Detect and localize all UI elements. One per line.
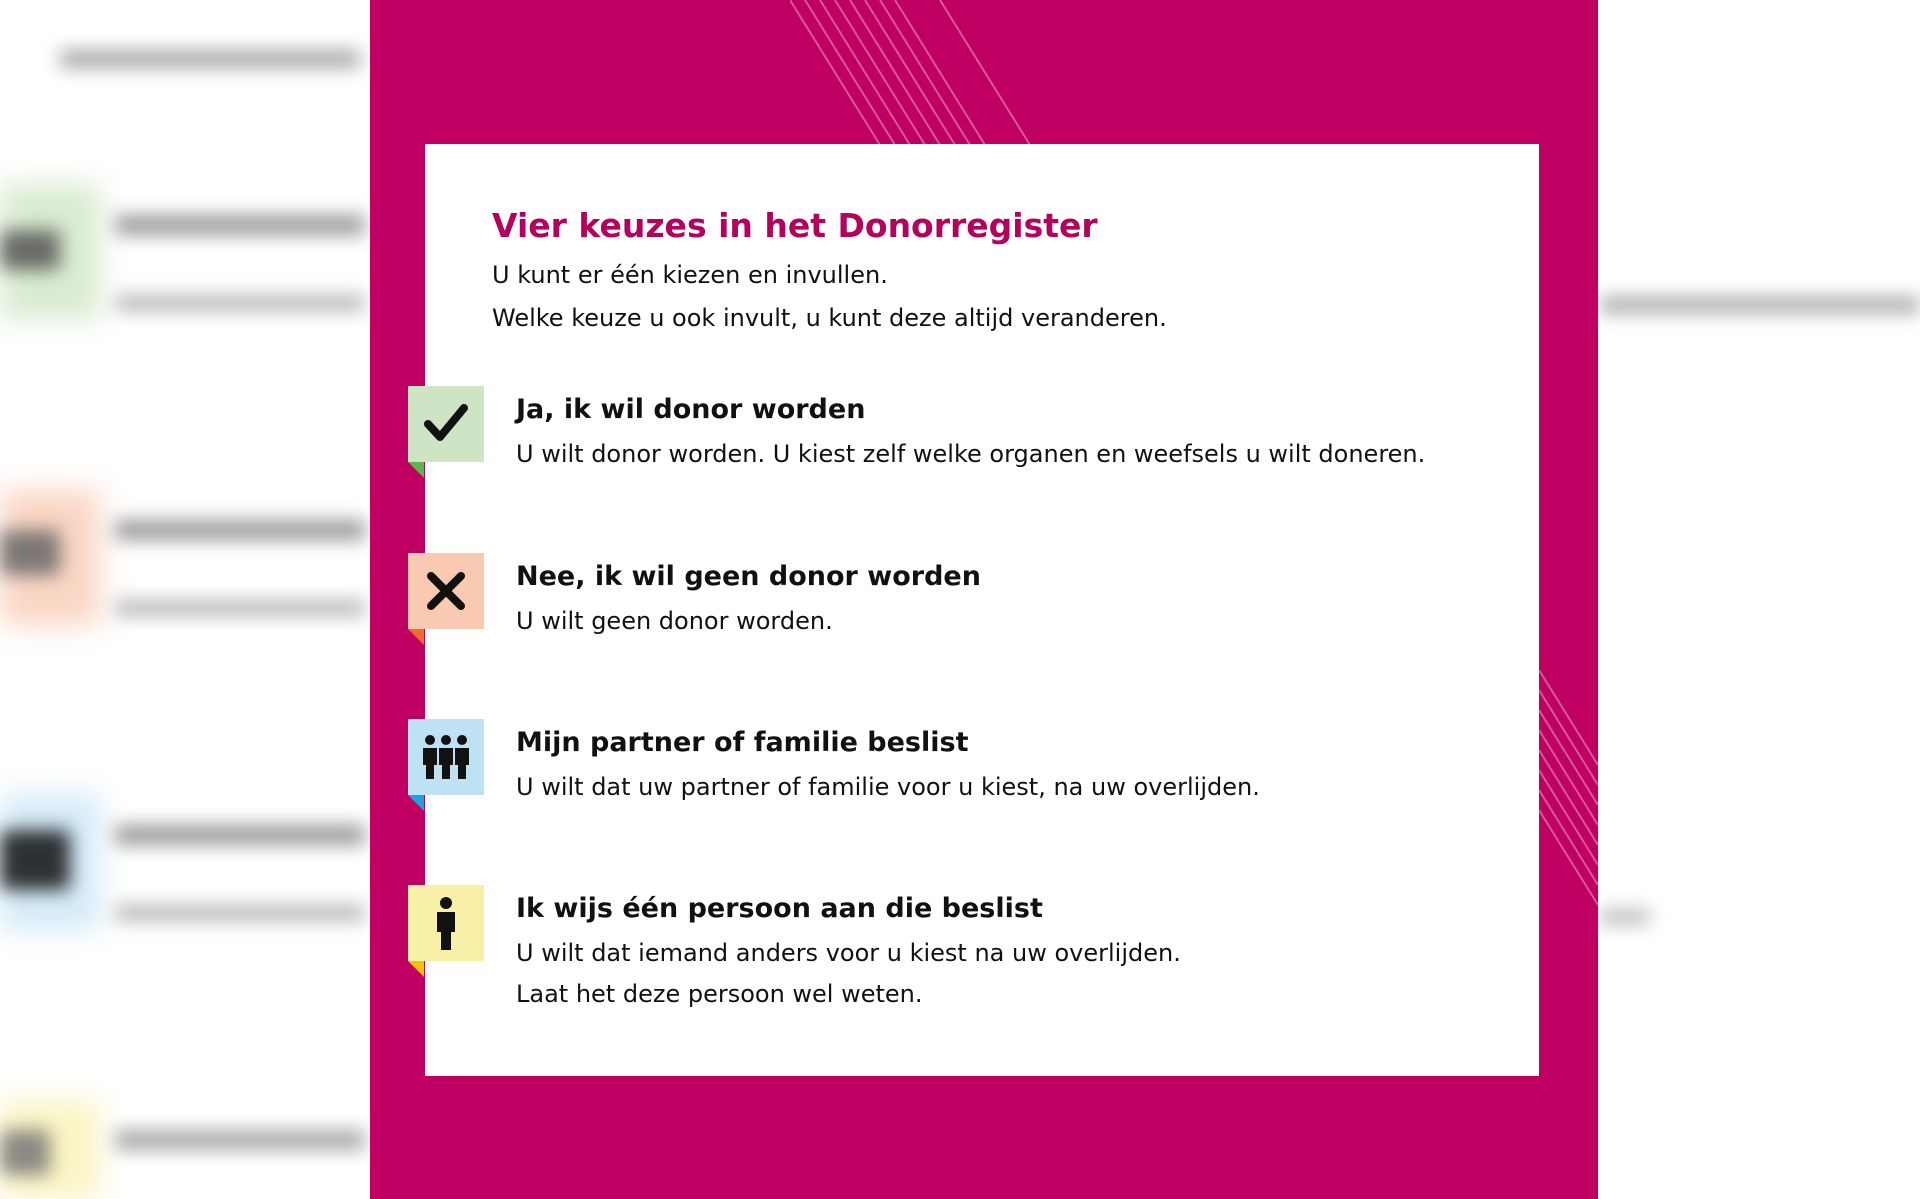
decorative-stripes-right bbox=[1539, 670, 1598, 910]
blurred-text-line bbox=[115, 600, 365, 616]
person-icon bbox=[434, 896, 458, 950]
choice-yes-donor bbox=[425, 386, 1539, 516]
choice-description: U wilt dat uw partner of familie voor u kiest, na uw overlijden. bbox=[516, 773, 1260, 801]
intro-line: U kunt er één kiezen en invullen. bbox=[492, 261, 888, 289]
choice-icon-box bbox=[408, 885, 484, 961]
choices-card bbox=[425, 144, 1539, 1076]
choice-icon-box bbox=[408, 719, 484, 795]
blurred-dark-icon bbox=[0, 830, 70, 890]
blurred-text-line bbox=[1600, 297, 1920, 313]
choice-title: Ik wijs één persoon aan die beslist bbox=[516, 893, 1043, 924]
blurred-dark-icon bbox=[0, 530, 60, 575]
choice-partner-family bbox=[425, 719, 1539, 849]
choice-description: U wilt dat iemand anders voor u kiest na uw overlijden. bbox=[516, 939, 1181, 967]
blurred-text-line bbox=[115, 215, 365, 235]
blurred-text-line bbox=[60, 50, 360, 68]
choice-title: Nee, ik wil geen donor worden bbox=[516, 561, 981, 592]
decorative-stripes-top bbox=[790, 0, 1030, 145]
choice-one-person bbox=[425, 885, 1539, 1015]
blurred-dark-icon bbox=[0, 230, 60, 270]
choice-title: Ja, ik wil donor worden bbox=[516, 394, 866, 425]
blurred-text-line bbox=[115, 905, 365, 921]
blurred-text-line bbox=[115, 295, 365, 311]
choice-icon-box bbox=[408, 386, 484, 462]
choice-description: U wilt geen donor worden. bbox=[516, 607, 833, 635]
blurred-text-line bbox=[115, 1130, 365, 1150]
family-icon bbox=[420, 731, 472, 783]
choice-no-donor bbox=[425, 553, 1539, 683]
choice-title: Mijn partner of familie beslist bbox=[516, 727, 969, 758]
card-title: Vier keuzes in het Donorregister bbox=[492, 206, 1098, 245]
info-panel bbox=[370, 0, 1598, 1199]
intro-line: Welke keuze u ook invult, u kunt deze altijd veranderen. bbox=[492, 304, 1167, 332]
blurred-dark-icon bbox=[0, 1130, 50, 1175]
cross-icon bbox=[426, 571, 466, 611]
blurred-text-line bbox=[115, 825, 365, 845]
choice-description: U wilt donor worden. U kiest zelf welke organen en weefsels u wilt doneren. bbox=[516, 440, 1426, 468]
choice-description: Laat het deze persoon wel weten. bbox=[516, 980, 923, 1008]
choice-icon-box bbox=[408, 553, 484, 629]
checkmark-icon bbox=[424, 402, 468, 446]
blurred-text-line bbox=[115, 520, 365, 540]
blurred-text-line bbox=[1600, 910, 1650, 924]
